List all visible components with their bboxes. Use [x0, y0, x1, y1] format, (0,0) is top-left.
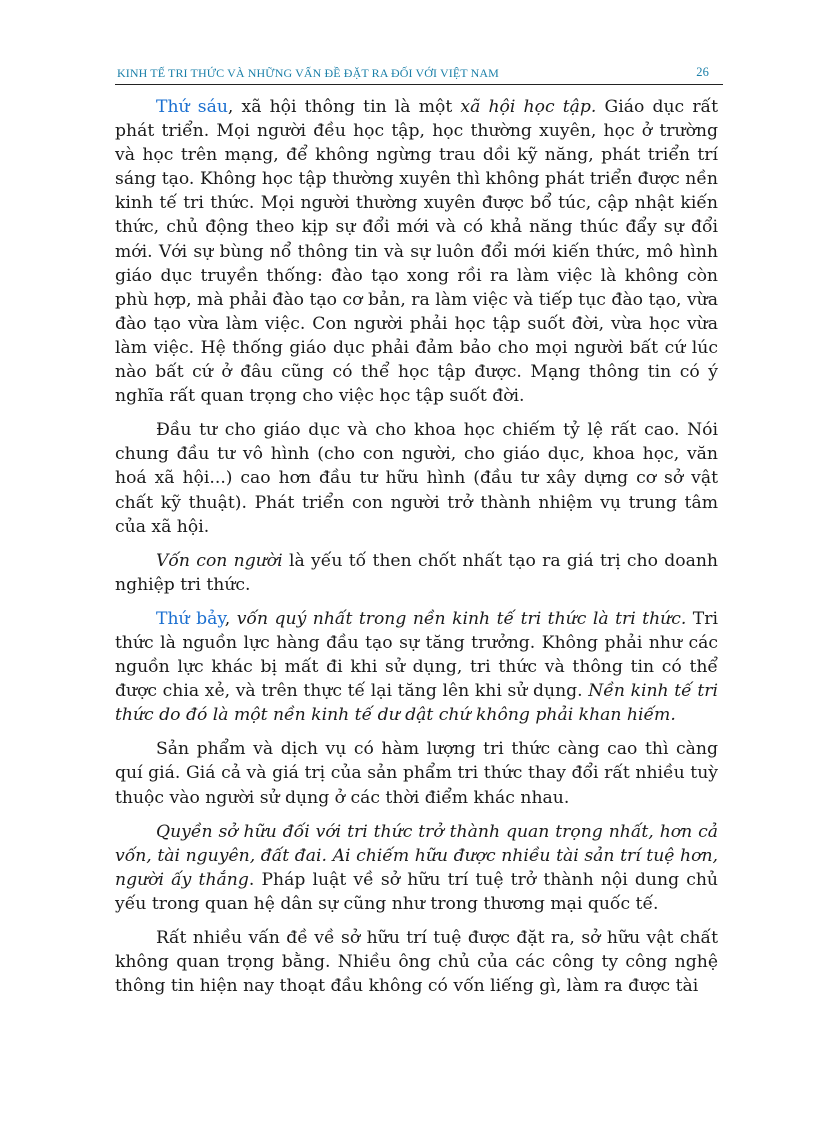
emphasis: Quyền sở hữu đối với tri thức trở thành quan trọng nhất, hơn cả vốn, tài nguyên, đất đai. Ai chiếm hữu được nhiều tài sản trí tuệ hơn, người ấy thắng	[115, 821, 718, 890]
running-header	[115, 64, 723, 85]
text-run: . Pháp luật về sở hữu trí tuệ trở thành nội dung chủ yếu trong quan hệ dân sự cũng như trong thương mại quốc tế.	[115, 869, 718, 914]
text-run: Tri thức là nguồn lực hàng đầu tạo sự tăng trưởng. Không phải như các nguồn lực khác bị mất đi khi sử dụng, tri thức và thông tin có thể được chia xẻ, và trên thực tế lại tăng lên khi sử dụng.	[115, 608, 718, 702]
paragraph-3	[115, 549, 718, 597]
text-run: là yếu tố then chốt nhất tạo ra giá trị cho doanh nghiệp tri thức.	[115, 550, 718, 595]
text-run: Giáo dục rất phát triển. Mọi người đều học tập, học thường xuyên, học ở trường và học trên mạng, để không ngừng trau dồi kỹ năng, phát triển trí sáng tạo. Không học tập thường xuyên thì không phát triển được nền kinh tế tri thức. Mọi người thường xuyên được bổ túc, cập nhật kiến thức, chủ động theo kịp sự đổi mới và có khả năng thúc đẩy sự đổi mới. Với sự bùng nổ thông tin và sự luôn đổi mới kiến thức, mô hình giáo dục truyền thống: đào tạo xong rồi ra làm việc là không còn phù hợp, mà phải đào tạo cơ bản, ra làm việc và tiếp tục đào tạo, vừa đào tạo vừa làm việc. Con người phải học tập suốt đời, vừa học vừa làm việc. Hệ thống giáo dục phải đảm bảo cho mọi người bất cứ lúc nào bất cứ ở đâu cũng có thể học tập được. Mạng thông tin có ý nghĩa rất quan trọng cho việc học tập suốt đời.	[115, 97, 718, 407]
paragraph-6	[115, 820, 718, 916]
paragraph-2: Đầu tư cho giáo dục và cho khoa học chiếm tỷ lệ rất cao. Nói chung đầu tư vô hình (cho con người, cho giáo dục, khoa học, văn hoá xã hội...) cao hơn đầu tư hữu hình (đầu tư xây dựng cơ sở vật chất kỹ thuật). Phát triển con người trở thành nhiệm vụ trung tâm của xã hội.	[115, 420, 718, 537]
emphasis: xã hội học tập.	[460, 97, 597, 117]
emphasis: Vốn con người	[156, 550, 283, 571]
highlight-thu-bay: Thứ bảy	[156, 608, 225, 629]
emphasis: Nền kinh tế tri thức do đó là một nền kinh tế dư dật chứ không phải khan hiếm.	[115, 681, 718, 726]
text-run: , xã hội thông tin là một	[227, 97, 461, 117]
paragraph-7: Rất nhiều vấn đề về sở hữu trí tuệ được đặt ra, sở hữu vật chất không quan trọng bằng. Nhiều ông chủ của các công ty công nghệ thông tin hiện nay thoạt đầu không có vốn liếng gì, làm ra được tài	[115, 928, 718, 997]
paragraph-4	[115, 607, 718, 727]
text-run: ,	[224, 608, 237, 629]
emphasis: vốn quý nhất trong nền kinh tế tri thức là tri thức.	[236, 608, 687, 629]
body-text	[115, 95, 718, 1008]
book-title: KINH TẾ TRI THỨC VÀ NHỮNG VẤN ĐỀ ĐẶT RA ĐỐI VỚI VIỆT NAM	[117, 66, 499, 80]
page-number: 26	[696, 65, 709, 79]
paragraph-5: Sản phẩm và dịch vụ có hàm lượng tri thức càng cao thì càng quí giá. Giá cả và giá trị của sản phẩm tri thức thay đổi rất nhiều tuỳ thuộc vào người sử dụng ở các thời điểm khác nhau.	[115, 739, 718, 808]
paragraph-1	[115, 95, 718, 408]
highlight-thu-sau: Thứ sáu	[156, 97, 228, 117]
